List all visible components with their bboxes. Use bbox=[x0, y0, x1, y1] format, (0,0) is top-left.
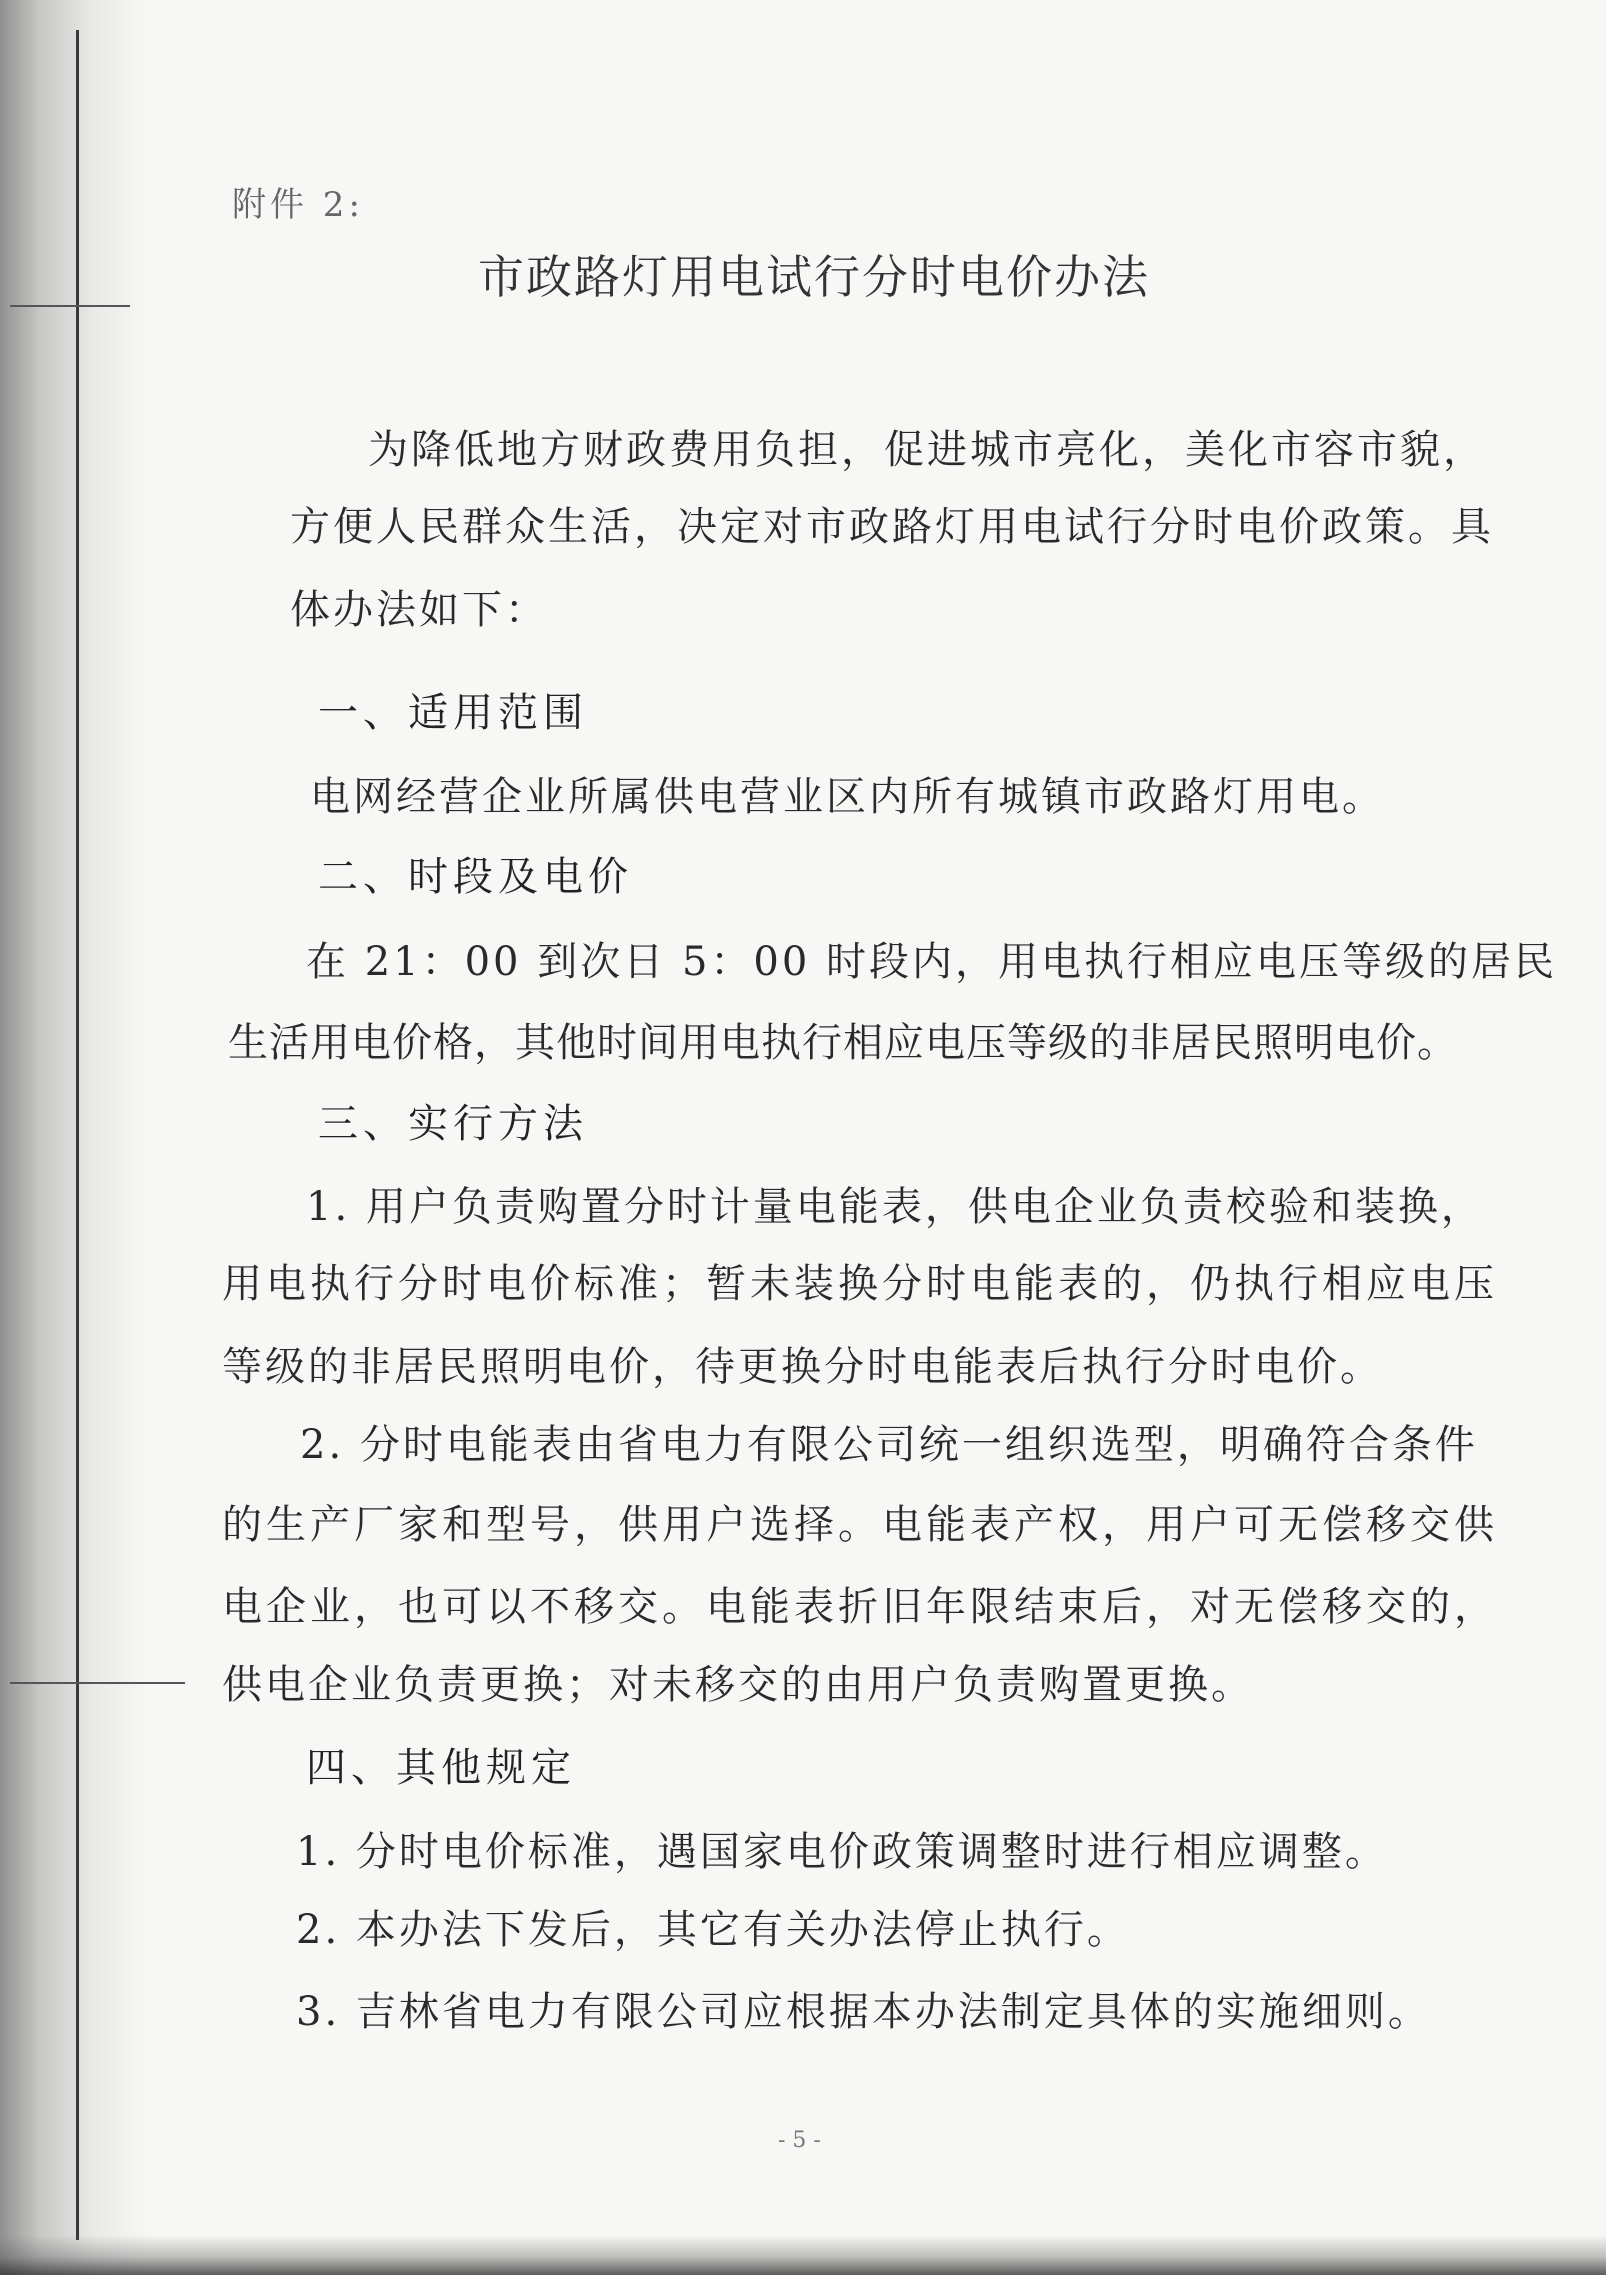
section-line: 用电执行分时电价标准；暂未装换分时电能表的，仍执行相应电压 bbox=[222, 1261, 1498, 1307]
section-line: 等级的非居民照明电价，待更换分时电能表后执行分时电价。 bbox=[222, 1344, 1383, 1390]
scan-shadow-bottom bbox=[0, 2235, 1606, 2275]
document-title: 市政路灯用电试行分时电价办法 bbox=[478, 250, 1150, 304]
intro-line: 为降低地方财政费用负担，促进城市亮化，美化市容市貌， bbox=[368, 427, 1486, 473]
intro-line: 方便人民群众生活，决定对市政路灯用电试行分时电价政策。具 bbox=[290, 504, 1494, 550]
scan-tick-mark bbox=[10, 305, 130, 307]
section-heading: 四、其他规定 bbox=[306, 1745, 576, 1791]
attachment-label: 附件 2: bbox=[232, 185, 364, 225]
section-line: 电网经营企业所属供电营业区内所有城镇市政路灯用电。 bbox=[310, 774, 1385, 820]
section-heading: 一、适用范围 bbox=[318, 690, 588, 736]
section-line: 在 21：00 到次日 5：00 时段内，用电执行相应电压等级的居民 bbox=[306, 939, 1558, 985]
section-line: 供电企业负责更换；对未移交的由用户负责购置更换。 bbox=[222, 1662, 1254, 1708]
intro-line: 体办法如下： bbox=[290, 587, 548, 633]
section-heading: 三、实行方法 bbox=[318, 1101, 588, 1147]
section-line: 2. 分时电能表由省电力有限公司统一组织选型，明确符合条件 bbox=[300, 1422, 1478, 1468]
section-line: 的生产厂家和型号，供用户选择。电能表产权，用户可无偿移交供 bbox=[222, 1502, 1498, 1548]
scan-tick-mark bbox=[10, 1682, 185, 1684]
section-heading: 二、时段及电价 bbox=[318, 854, 633, 900]
section-line: 3. 吉林省电力有限公司应根据本办法制定具体的实施细则。 bbox=[296, 1989, 1431, 2035]
scan-binding-line bbox=[76, 30, 79, 2240]
section-line: 生活用电价格，其他时间用电执行相应电压等级的非居民照明电价。 bbox=[228, 1020, 1458, 1066]
section-line: 电企业，也可以不移交。电能表折旧年限结束后，对无偿移交的， bbox=[222, 1584, 1498, 1630]
scan-shadow-left bbox=[0, 0, 150, 2275]
section-line: 1. 用户负责购置分时计量电能表，供电企业负责校验和装换， bbox=[306, 1184, 1484, 1230]
section-line: 1. 分时电价标准，遇国家电价政策调整时进行相应调整。 bbox=[296, 1829, 1388, 1875]
page-number: - 5 - bbox=[778, 2128, 821, 2153]
section-line: 2. 本办法下发后，其它有关办法停止执行。 bbox=[296, 1907, 1130, 1953]
